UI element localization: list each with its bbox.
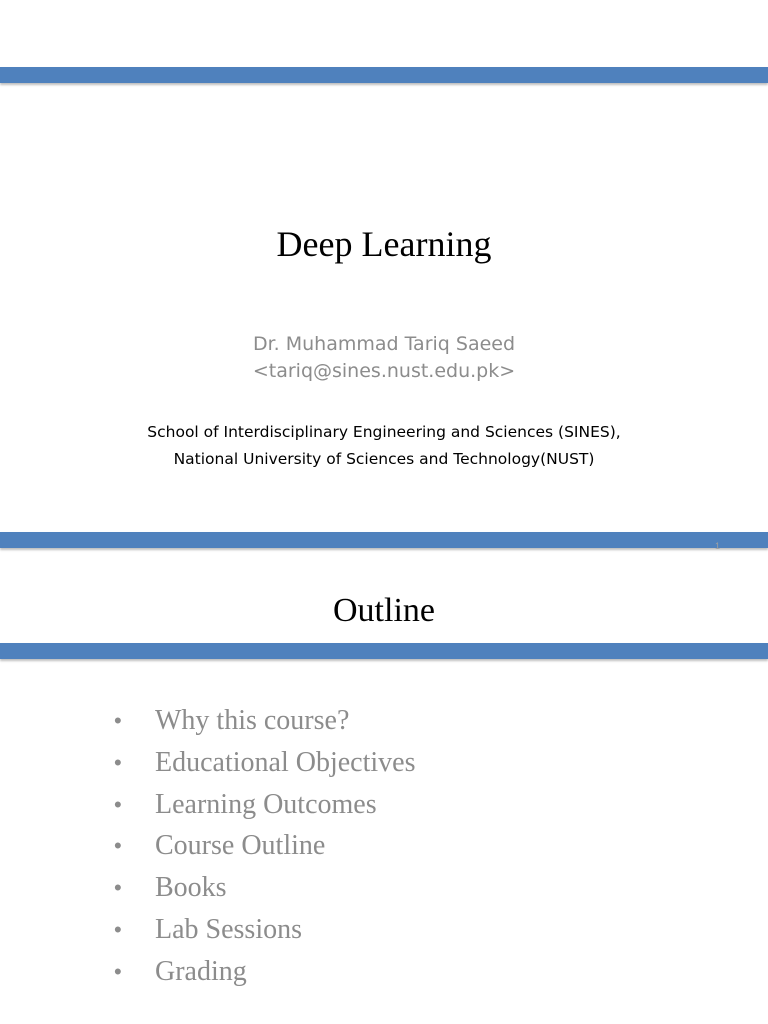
bullet-icon: •	[114, 708, 122, 733]
list-item	[114, 742, 415, 784]
affiliation-line-2: National University of Sciences and Technology(NUST)	[173, 450, 595, 468]
bullet-icon: •	[114, 833, 122, 859]
top-accent-bar	[0, 67, 768, 83]
slide-bottom-accent-bar	[0, 532, 768, 548]
slide-number: 1	[714, 541, 720, 551]
list-item	[114, 951, 415, 993]
outline-list	[114, 700, 415, 993]
list-item	[114, 867, 415, 909]
bullet-icon: •	[114, 749, 122, 775]
bullet-icon: •	[114, 791, 122, 817]
author-email: <tariq@sines.nust.edu.pk>	[252, 360, 516, 382]
bullet-icon: •	[114, 875, 122, 901]
outline-title: Outline	[333, 592, 435, 629]
list-item	[114, 825, 415, 867]
bullet-icon: •	[114, 958, 122, 984]
slide-title: Deep Learning	[276, 224, 492, 264]
list-item-text: Learning Outcomes	[155, 788, 377, 820]
list-item	[114, 909, 415, 951]
author-name: Dr. Muhammad Tariq Saeed	[252, 333, 516, 355]
list-item-text: Educational Objectives	[155, 746, 416, 778]
bullet-icon: •	[114, 916, 122, 942]
list-item	[114, 784, 415, 826]
list-item-text: Grading	[155, 955, 247, 987]
list-item-text: Why this course?	[155, 705, 350, 736]
list-item-text: Books	[155, 872, 227, 904]
outline-accent-bar	[0, 643, 768, 659]
affiliation-line-1: School of Interdisciplinary Engineering and Sciences (SINES),	[147, 423, 621, 441]
list-item-text: Lab Sessions	[155, 913, 302, 945]
list-item-text: Course Outline	[155, 830, 326, 862]
list-item	[114, 700, 415, 742]
